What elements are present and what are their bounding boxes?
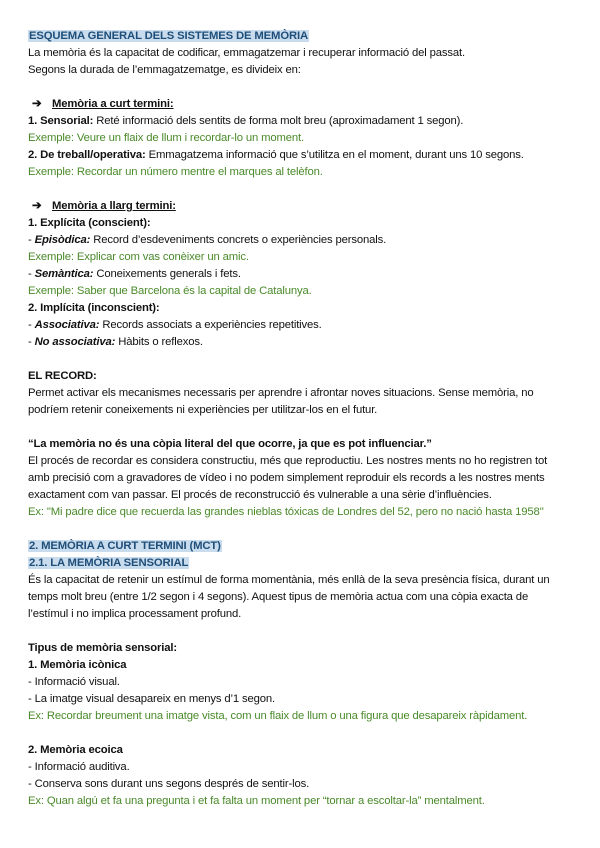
semantic-example: Exemple: Saber que Barcelona és la capital de Catalunya. (28, 285, 312, 297)
explicit-label: 1. Explícita (conscient): (28, 217, 151, 229)
associative-prefix: - (28, 319, 35, 331)
document-title: ESQUEMA GENERAL DELS SISTEMES DE MEMÒRIA (29, 30, 308, 42)
echoic-example: Ex: Quan algú et fa una pregunta i et fa falta un moment per “tornar a escoltar-la” mentalment. (28, 795, 485, 807)
document-page (28, 28, 558, 810)
short-term-heading: Memòria a curt termini: (52, 98, 174, 110)
arrow-icon: ➔ (32, 98, 42, 110)
quote-example: Ex: "Mi padre dice que recuerda las grandes nieblas tóxicas de Londres del 52, pero no nació hasta 1958" (28, 506, 544, 518)
working-label: 2. De treball/operativa: (28, 149, 146, 161)
implicit-label: 2. Implícita (inconscient): (28, 302, 160, 314)
arrow-icon: ➔ (32, 200, 42, 212)
long-term-heading: Memòria a llarg termini: (52, 200, 176, 212)
sensorial-text: Reté informació dels sentits de forma molt breu (aproximadament 1 segon). (93, 115, 464, 127)
semantic-text: Coneixements generals i fets. (93, 268, 241, 280)
working-text: Emmagatzema informació que s’utilitza en el moment, durant uns 10 segons. (145, 149, 524, 161)
episodic-item (28, 232, 558, 249)
intro-line-2: Segons la durada de l’emmagatzematge, es divideix en: (28, 64, 301, 76)
associative-item (28, 317, 558, 334)
associative-label: Associativa: (34, 319, 100, 331)
iconic-item: - La imatge visual desapareix en menys d’1 segon. (28, 693, 275, 705)
nonassociative-prefix: - (28, 336, 35, 348)
nonassociative-label: No associativa: (34, 336, 116, 348)
semantic-prefix: - (28, 268, 35, 280)
echoic-item: - Informació auditiva. (28, 761, 130, 773)
iconic-item: - Informació visual. (28, 676, 120, 688)
long-term-heading-row (28, 198, 558, 215)
quote-body: El procés de recordar es considera constructiu, més que reproductiu. Les nostres ments no ho registren tot amb precisió com a gravadores de vídeo i no podem simplement reproduir els records a les nostres ments exactament com van passar. El procés de reconstrucció és vulnerable a una sèrie d’influències. (28, 455, 548, 501)
iconic-example: Ex: Recordar breument una imatge vista, com un flaix de llum o una figura que desapareix ràpidament. (28, 710, 528, 722)
section-2-1-heading: 2.1. LA MEMÒRIA SENSORIAL (29, 557, 189, 569)
sensorial-example: Exemple: Veure un flaix de llum i recordar-lo un moment. (28, 132, 305, 144)
semantic-item (28, 266, 558, 283)
sensory-memory-definition: És la capacitat de retenir un estímul de forma momentània, més enllà de la seva presència física, durant un temps molt breu (entre 1/2 segon i 4 segons). Aquest tipus de memòria actua com una còpia exacta de l’estímul i no implica processament profund. (28, 574, 550, 620)
sensorial-label: 1. Sensorial: (28, 115, 94, 127)
episodic-text: Record d’esdeveniments concrets o experiències personals. (90, 234, 387, 246)
iconic-heading: 1. Memòria icònica (28, 659, 127, 671)
working-example: Exemple: Recordar un número mentre el marques al telèfon. (28, 166, 323, 178)
short-term-heading-row (28, 96, 558, 113)
episodic-label: Episòdica: (34, 234, 91, 246)
sensorial-item (28, 113, 558, 130)
semantic-label: Semàntica: (34, 268, 94, 280)
quote-heading: “La memòria no és una còpia literal del que ocorre, ja que es pot influenciar.” (28, 438, 432, 450)
echoic-item: - Conserva sons durant uns segons després de sentir-los. (28, 778, 310, 790)
episodic-prefix: - (28, 234, 35, 246)
associative-text: Records associats a experiències repetitives. (99, 319, 322, 331)
intro-line-1: La memòria és la capacitat de codificar, emmagatzemar i recuperar informació del passat. (28, 47, 465, 59)
nonassociative-item (28, 334, 558, 351)
episodic-example: Exemple: Explicar com vas conèixer un amic. (28, 251, 249, 263)
record-heading: EL RECORD: (28, 370, 97, 382)
sensory-types-heading: Tipus de memòria sensorial: (28, 642, 177, 654)
nonassociative-text: Hàbits o reflexos. (115, 336, 203, 348)
echoic-heading: 2. Memòria ecoica (28, 744, 123, 756)
section-2-heading: 2. MEMÒRIA A CURT TERMINI (MCT) (29, 540, 221, 552)
working-item (28, 147, 558, 164)
record-text: Permet activar els mecanismes necessaris per aprendre i afrontar noves situacions. Sense memòria, no podríem retenir coneixements ni experiències per utilitzar-los en el futur. (28, 387, 534, 416)
